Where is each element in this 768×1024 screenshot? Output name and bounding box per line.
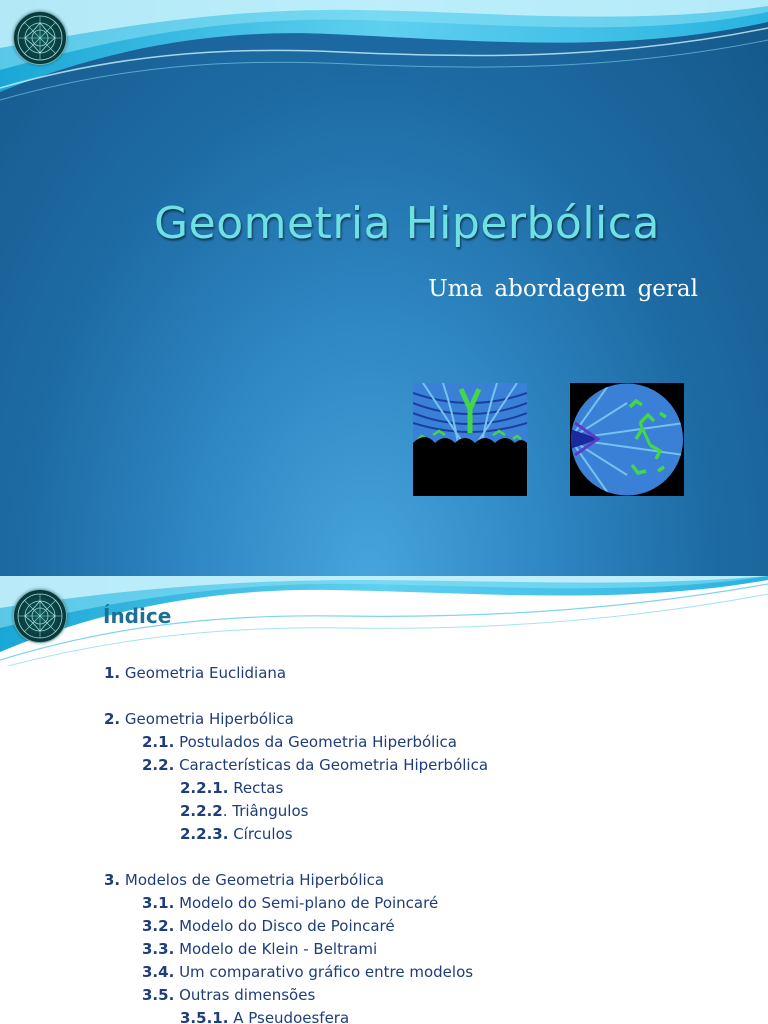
toc-item-number: 2.2.2 xyxy=(180,802,223,820)
toc-item xyxy=(104,871,384,889)
toc-item-number: 2.2. xyxy=(142,756,175,774)
toc-item xyxy=(104,664,286,682)
toc-item-number: 1. xyxy=(104,664,121,682)
toc-item xyxy=(180,802,308,820)
toc-item-number: 3.5.1. xyxy=(180,1009,229,1024)
logo-icon xyxy=(13,11,67,65)
toc-item xyxy=(180,779,283,797)
toc-item-separator: . xyxy=(222,802,233,820)
toc-item-number: 3.4. xyxy=(142,963,175,981)
index-slide xyxy=(0,576,768,1024)
toc-item xyxy=(142,733,457,751)
toc-item-label: Geometria Hiperbólica xyxy=(124,710,294,728)
toc-item-label: A Pseudoesfera xyxy=(233,1009,350,1024)
toc-item xyxy=(180,1009,349,1024)
toc-item xyxy=(142,894,438,912)
toc-item-label: Outras dimensões xyxy=(179,986,316,1004)
toc-item-label: Modelo do Disco de Poincaré xyxy=(179,917,395,935)
toc-item-number: 3.5. xyxy=(142,986,175,1004)
toc-item-number: 3.1. xyxy=(142,894,175,912)
toc-item-label: Modelo de Klein - Beltrami xyxy=(179,940,378,958)
toc-item-number: 2.2.3. xyxy=(180,825,229,843)
toc-item-label: Características da Geometria Hiperbólica xyxy=(179,756,489,774)
toc-item-number: 3.2. xyxy=(142,917,175,935)
toc-item xyxy=(142,986,315,1004)
toc-item-number: 2. xyxy=(104,710,121,728)
toc-item-number: 3. xyxy=(104,871,121,889)
toc-item-label: Um comparativo gráfico entre modelos xyxy=(179,963,474,981)
toc-item-label: Triângulos xyxy=(232,802,309,820)
half-plane-tiling-image xyxy=(413,383,527,496)
toc-item-number: 3.3. xyxy=(142,940,175,958)
toc-item-label: Geometria Euclidiana xyxy=(124,664,287,682)
index-heading: Índice xyxy=(103,604,172,628)
slide-subtitle: Uma abordagem geral xyxy=(428,276,698,302)
toc-item-label: Modelo do Semi-plano de Poincaré xyxy=(179,894,439,912)
toc-item xyxy=(180,825,293,843)
toc-item xyxy=(104,710,294,728)
toc-item xyxy=(142,940,377,958)
toc-item-label: Rectas xyxy=(233,779,284,797)
disk-tiling-image xyxy=(570,383,684,496)
toc-item-label: Círculos xyxy=(233,825,293,843)
toc-item xyxy=(142,756,488,774)
toc-item-number: 2.1. xyxy=(142,733,175,751)
toc-item-number: 2.2.1. xyxy=(180,779,229,797)
toc-item-label: Postulados da Geometria Hiperbólica xyxy=(179,733,457,751)
toc-item-label: Modelos de Geometria Hiperbólica xyxy=(124,871,385,889)
slide-title: Geometria Hiperbólica xyxy=(154,198,660,249)
logo-icon xyxy=(13,589,67,643)
toc-item xyxy=(142,963,473,981)
toc-item xyxy=(142,917,395,935)
